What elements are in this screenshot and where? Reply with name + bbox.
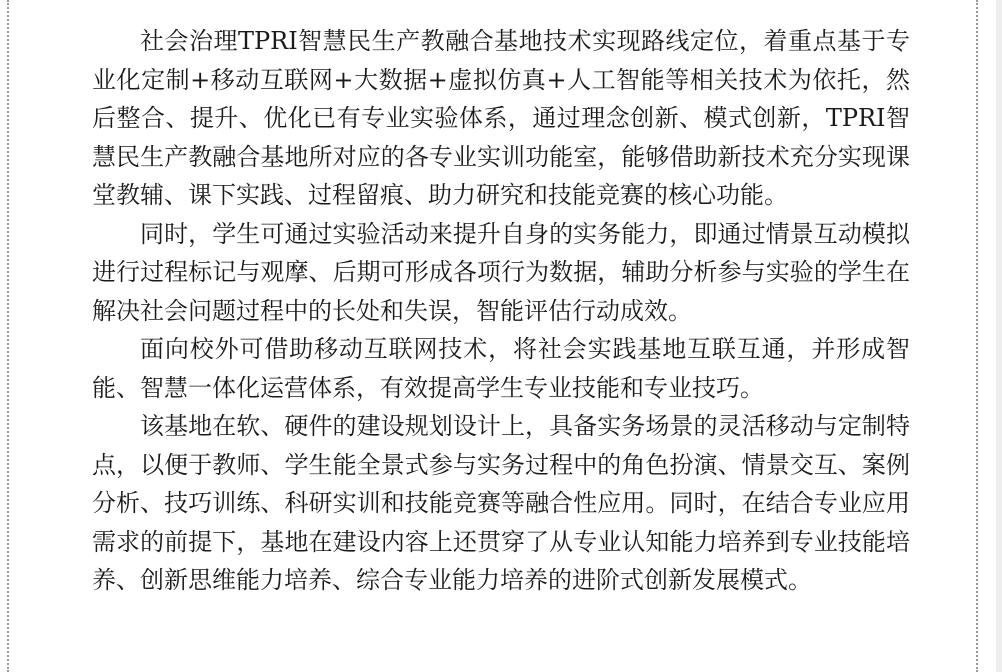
document-body[interactable] [92, 22, 910, 600]
left-margin-guide [7, 0, 9, 672]
paragraph-external-network: 面向校外可借助移动互联网技术，将社会实践基地互联互通，并形成智能、智慧一体化运营体系，有效提高学生专业技能和专业技巧。 [92, 335, 910, 402]
paragraph-student-practice: 同时，学生可通过实验活动来提升自身的实务能力，即通过情景互动模拟进行过程标记与观摩、后期可形成各项行为数据，辅助分析参与实验的学生在解决社会问题过程中的长处和失误，智能评估行动成效。 [92, 219, 910, 325]
right-margin-guide [976, 0, 978, 672]
paragraph-construction-design: 该基地在软、硬件的建设规划设计上，具备实务场景的灵活移动与定制特点，以便于教师、学生能全景式参与实务过程中的角色扮演、情景交互、案例分析、技巧训练、科研实训和技能竞赛等融合性应用。同时，在结合专业应用需求的前提下，基地在建设内容上还贯穿了从专业认知能力培养到专业技能培养、创新思维能力培养、综合专业能力培养的进阶式创新发展模式。 [92, 412, 910, 594]
page-edge [996, 0, 1002, 672]
paragraph-technical-route: 社会治理TPRI智慧民生产教融合基地技术实现路线定位，着重点基于专业化定制+移动互联网+大数据+虚拟仿真+人工智能等相关技术为依托，然后整合、提升、优化已有专业实验体系，通过理念创新、模式创新，TPRI智慧民生产教融合基地所对应的各专业实训功能室，能够借助新技术充分实现课堂教辅、课下实践、过程留痕、助力研究和技能竞赛的核心功能。 [92, 27, 910, 209]
